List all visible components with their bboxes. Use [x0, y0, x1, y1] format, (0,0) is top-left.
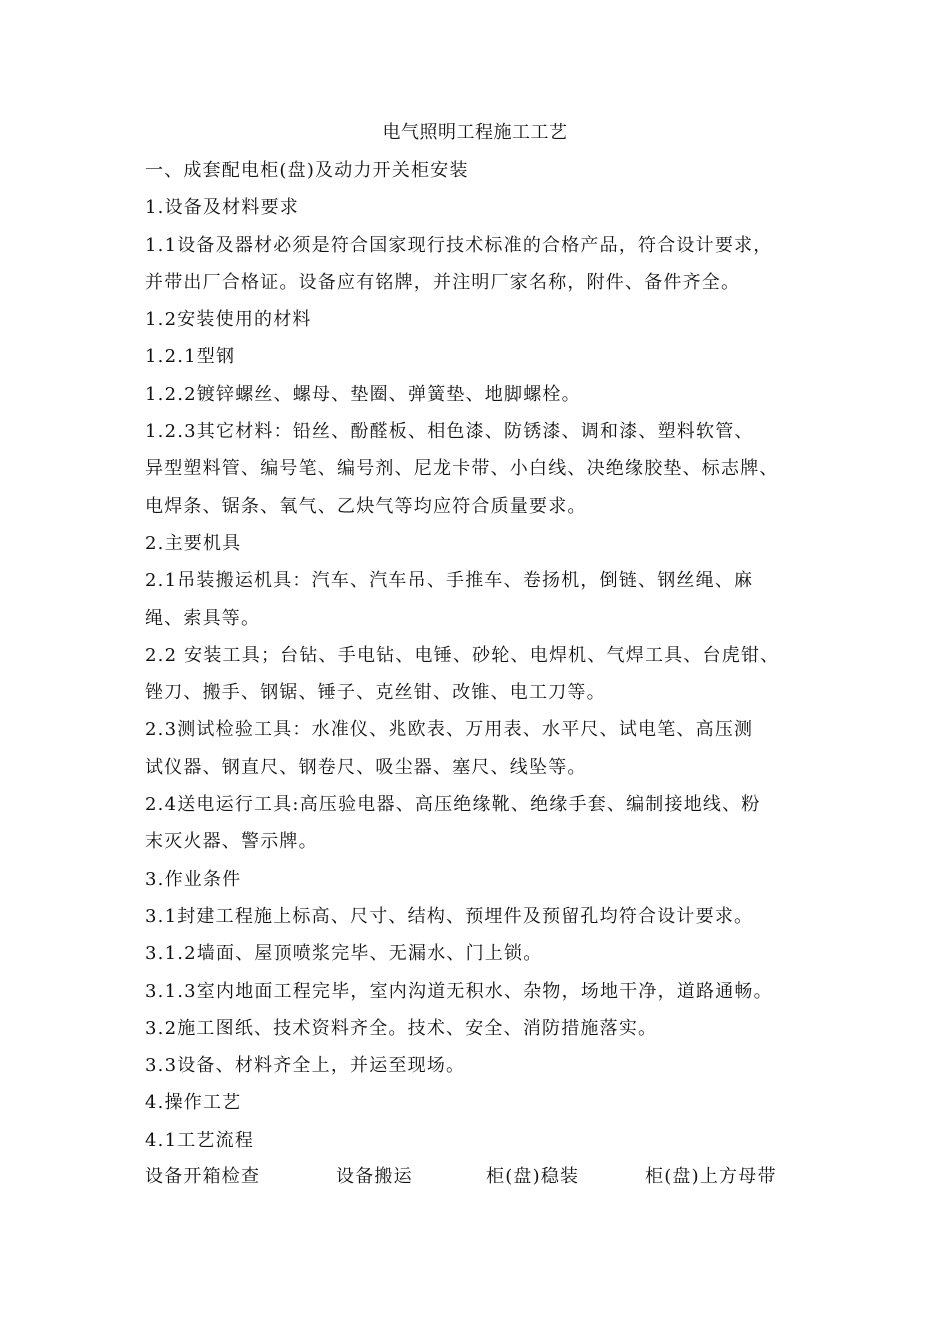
paragraph-line: 2.3测试检验工具：水准仪、兆欧表、万用表、水平尺、试电笔、高压测	[145, 719, 754, 741]
paragraph-line: 1.2.1型钢	[145, 346, 236, 368]
paragraph-line: 2.2 安装工具；台钻、手电钻、电锤、砂轮、电焊机、气焊工具、台虎钳、	[145, 644, 780, 666]
paragraph-line: 锉刀、搬手、钢锯、锤子、克丝钳、改锥、电工刀等。	[145, 682, 606, 704]
paragraph-line: 3.3设备、材料齐全上，并运至现场。	[145, 1055, 466, 1077]
paragraph-line: 3.1.2墙面、屋顶喷浆完毕、无漏水、门上锁。	[145, 943, 543, 965]
paragraph-line: 异型塑料管、编号笔、编号剂、尼龙卡带、小白线、决绝缘胶垫、标志牌、	[145, 458, 779, 480]
flow-step-equipment-transport: 设备搬运	[336, 1166, 413, 1187]
paragraph-line: 3.1封建工程施上标高、尺寸、结构、预埋件及预留孔均符合设计要求。	[145, 905, 754, 927]
subsection-heading: 2.主要机具	[145, 532, 242, 554]
paragraph-line: 1.2安装使用的材料	[145, 309, 312, 331]
paragraph-line: 绳、索具等。	[145, 607, 261, 629]
flow-step-top-busbar: 柜(盘)上方母带	[645, 1166, 777, 1187]
paragraph-line: 3.1.3室内地面工程完毕，室内沟道无积水、杂物，场地干净，道路通畅。	[145, 980, 773, 1002]
body-text	[145, 152, 813, 1159]
flow-step-cabinet-installation: 柜(盘)稳装	[486, 1166, 580, 1187]
paragraph-line: 1.2.3其它材料：铅丝、酚醛板、相色漆、防锈漆、调和漆、塑料软管、	[145, 421, 754, 443]
flow-step-unpacking-inspection: 设备开箱检查	[145, 1166, 261, 1187]
paragraph-line: 2.1吊装搬运机具：汽车、汽车吊、手推车、卷扬机，倒链、钢丝绳、麻	[145, 570, 754, 592]
paragraph-line: 2.4送电运行工具:高压验电器、高压绝缘靴、绝缘手套、编制接地线、粉	[145, 794, 761, 816]
subsection-heading: 4.操作工艺	[145, 1092, 242, 1114]
paragraph-line: 试仪器、钢直尺、钢卷尺、吸尘器、塞尺、线坠等。	[145, 756, 587, 778]
paragraph-line: 电焊条、锯条、氧气、乙炔气等均应符合质量要求。	[145, 495, 587, 517]
paragraph-line: 末灭火器、警示牌。	[145, 831, 318, 853]
paragraph-line: 1.2.2镀锌螺丝、螺母、垫圈、弹簧垫、地脚螺栓。	[145, 383, 581, 405]
paragraph-line: 并带出厂合格证。设备应有铭牌，并注明厂家名称，附件、备件齐全。	[145, 271, 741, 293]
paragraph-line: 4.1工艺流程	[145, 1129, 255, 1151]
paragraph-line: 3.2施工图纸、技术资料齐全。技术、安全、消防措施落实。	[145, 1017, 658, 1039]
page-title: 电气照明工程施工工艺	[382, 122, 568, 143]
section-heading: 一、成套配电柜(盘)及动力开关柜安装	[145, 160, 469, 181]
subsection-heading: 3.作业条件	[145, 868, 242, 890]
subsection-heading: 1.设备及材料要求	[145, 197, 299, 219]
paragraph-line: 1.1设备及器材必须是符合国家现行技术标准的合格产品，符合设计要求，	[145, 234, 773, 256]
